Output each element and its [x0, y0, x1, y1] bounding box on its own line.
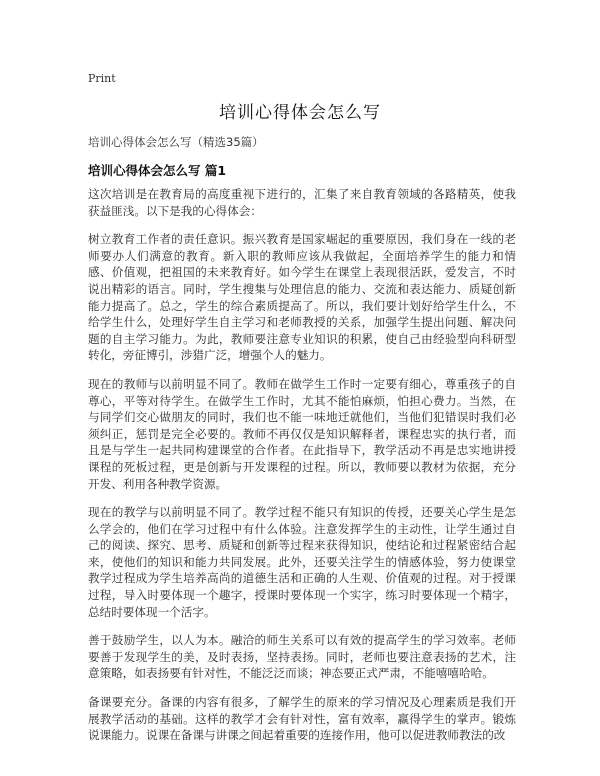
paragraph: 善于鼓励学生，以人为本。融洽的师生关系可以有效的提高学生的学习效率。老师要善于发现学生的美，及时表扬，坚持表扬。同时，老师也要注意表扬的艺术，注意策略，如表扬要有针对性，不能泛泛而谈；神态要正式严肃，不能嘻嘻哈哈。	[88, 633, 516, 681]
document-subtitle: 培训心得体会怎么写（精选35篇）	[88, 135, 264, 149]
print-link[interactable]: Print	[88, 72, 116, 85]
section-heading: 培训心得体会怎么写 篇1	[88, 163, 227, 178]
paragraph: 现在的教师与以前明显不同了。教师在做学生工作时一定要有细心，尊重孩子的自尊心，平等对待学生。在做学生工作时，尤其不能怕麻烦，怕担心费力。当然，在与同学们交心做朋友的同时，我们也不能一味地迁就他们，当他们犯错误时我们必须纠正，惩罚是完全必要的。教师不再仅仅是知识解释者，课程忠实的执行者，而且是与学生一起共同构建课堂的合作者。在此指导下，教学活动不再是忠实地讲授课程的死板过程，更是创新与开发课程的过程。所以，教师要以教材为依据，充分开发、利用各种教学资源。	[88, 376, 516, 491]
paragraph: 这次培训是在教育局的高度重视下进行的，汇集了来自教育领域的各路精英，使我获益匪浅。以下是我的心得体会：	[88, 187, 516, 218]
paragraph: 现在的教学与以前明显不同了。教学过程不能只有知识的传授，还要关心学生是怎么学会的，他们在学习过程中有什么体验。注意发挥学生的主动性，让学生通过自己的阅读、探究、思考、质疑和创新等过程来获得知识，使结论和过程紧密结合起来，使他们的知识和能力共同发展。此外，还要关注学生的情感体验，努力使课堂教学过程成为学生培养高尚的道德生活和正确的人生观、价值观的过程。对于授课过程，导入时要体现一个趣字，授课时要体现一个实字，练习时要体现一个精字，总结时要体现一个活字。	[88, 505, 516, 619]
page-title: 培训心得体会怎么写	[219, 103, 381, 123]
paragraph: 备课要充分。备课的内容有很多，了解学生的原来的学习情况及心理素质是我们开展教学活动的基础。这样的教学才会有针对性，富有效率，赢得学生的掌声。锻炼说课能力。说课在备课与讲课之间起着重要的连接作用，他可以促进教师教法的改	[88, 695, 516, 743]
article-body	[88, 186, 516, 756]
paragraph: 树立教育工作者的责任意识。振兴教育是国家崛起的重要原因，我们身在一线的老师要办人们满意的教育。新入职的教师应该从我做起，全面培养学生的能力和情感、价值观，把祖国的未来教育好。如今学生在课堂上表现很活跃，爱发言，不时说出精彩的语言。同时，学生搜集与处理信息的能力、交流和表达能力、质疑创新能力提高了。总之，学生的综合素质提高了。所以，我们要计划好给学生什么，不给学生什么，处理好学生自主学习和老师教授的关系，加强学生提出问题、解决问题的自主学习能力。为此，教师要注意专业知识的积累，使自己由经验型向科研型转化，旁征博引，涉猎广泛，增强个人的魅力。	[88, 232, 516, 363]
